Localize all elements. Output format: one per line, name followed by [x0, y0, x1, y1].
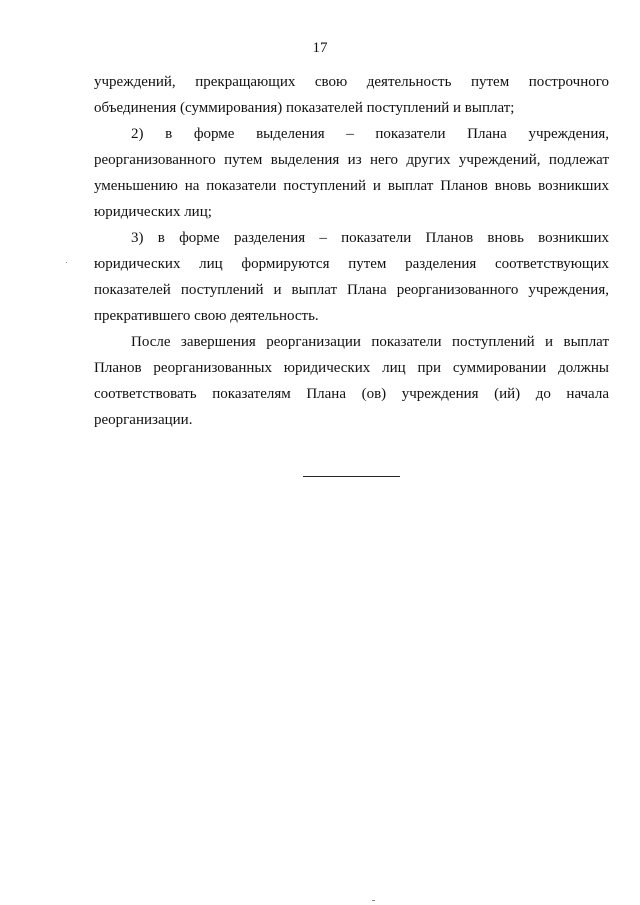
- paragraph-continuation: учреждений, прекращающих свою деятельность путем построчного объединения (суммирования) показателей поступлений и выплат;: [94, 74, 609, 116]
- page-number: 17: [312, 40, 328, 56]
- paragraph-item-3: 3) в форме разделения – показатели Планов вновь возникших юридических лиц формируются путем разделения соответствующих показателей поступлений и выплат Плана реорганизованного учреждения, прекратившего свою деятельность.: [94, 230, 609, 324]
- scan-speck: [66, 262, 67, 263]
- paragraph-item-2: 2) в форме выделения – показатели Плана учреждения, реорганизованного путем выделения из него других учреждений, подлежат уменьшению на показатели поступлений и выплат Планов вновь возникших юридических лиц;: [94, 126, 609, 220]
- closing-rule: [303, 476, 400, 477]
- document-body: [94, 69, 609, 433]
- scan-speck: [372, 900, 375, 901]
- paragraph-after-reorganization: После завершения реорганизации показатели поступлений и выплат Планов реорганизованных юридических лиц при суммировании должны соответствовать показателям Плана (ов) учреждения (ий) до начала реорганизации.: [94, 334, 609, 428]
